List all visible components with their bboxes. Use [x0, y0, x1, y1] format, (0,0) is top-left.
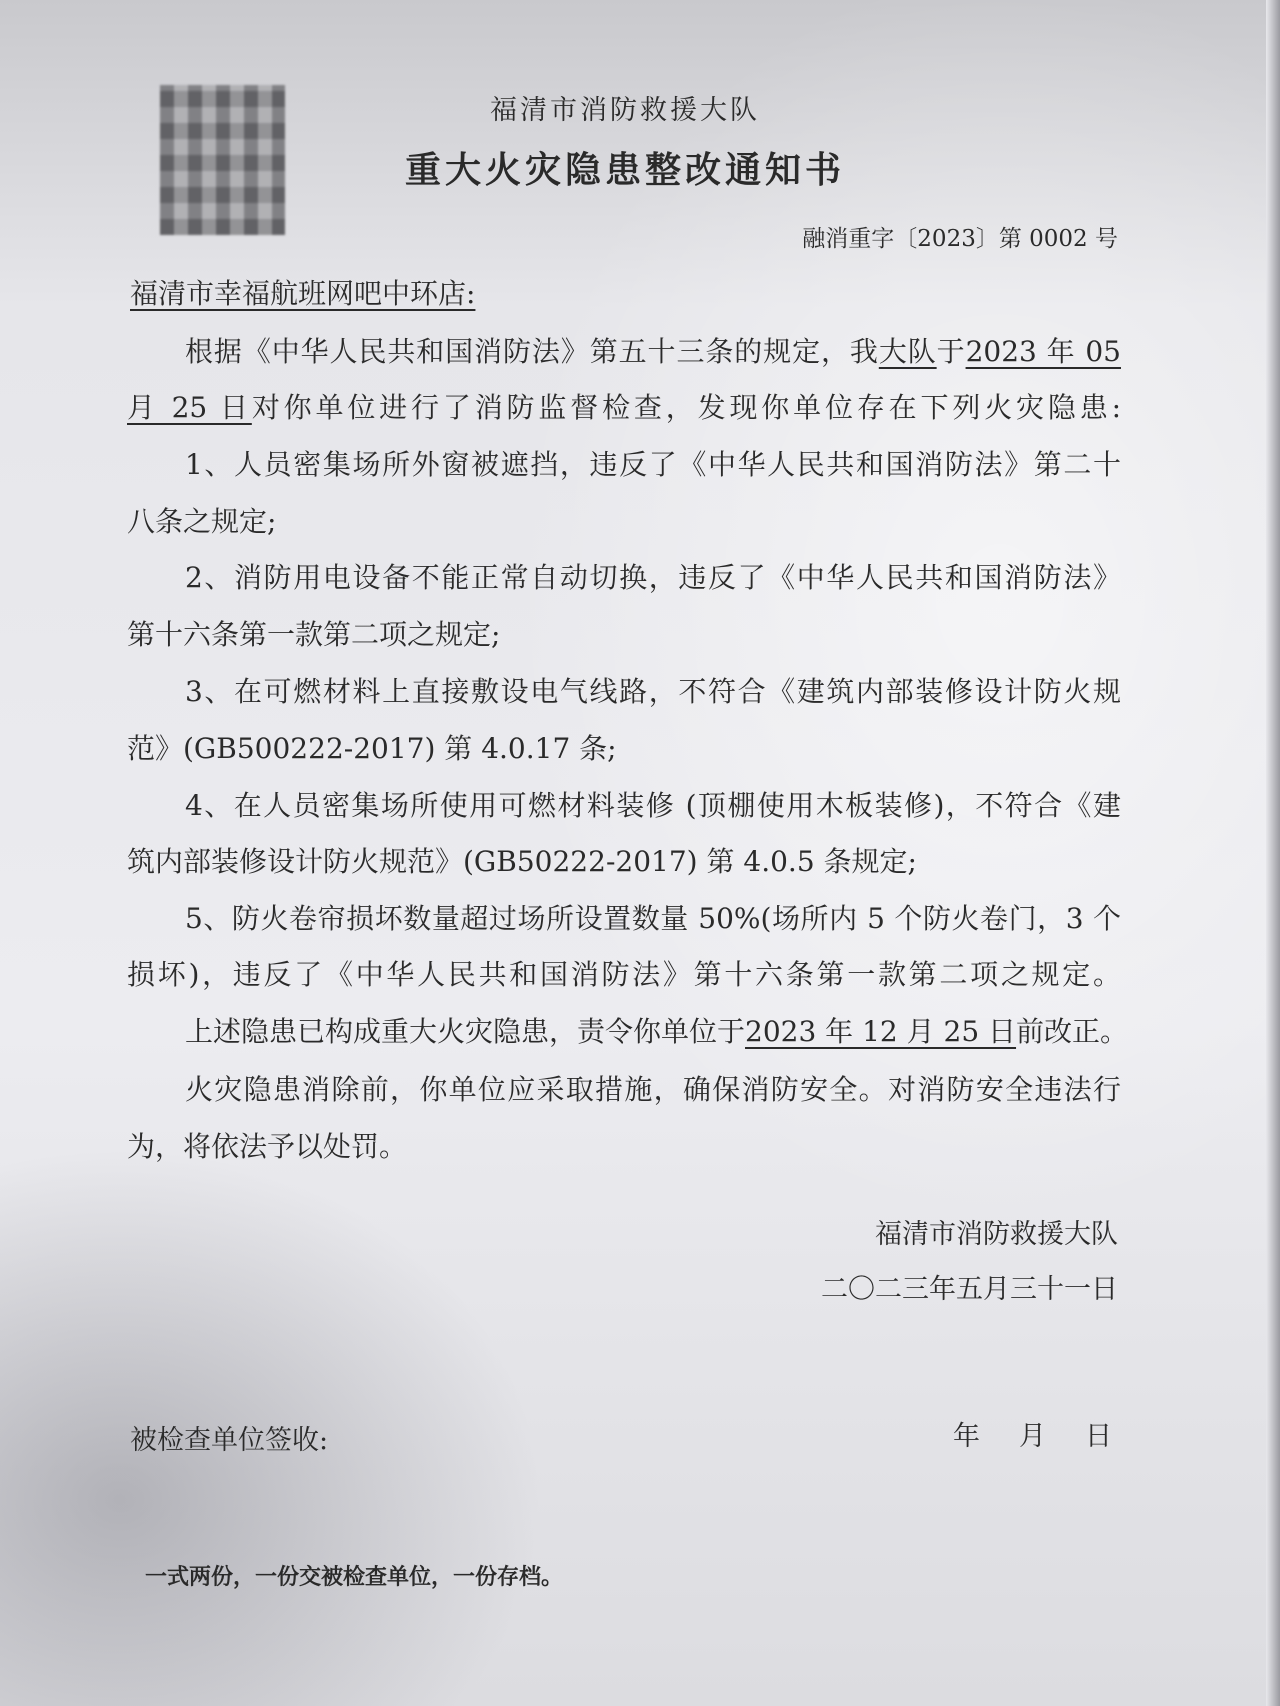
deadline-line — [185, 1010, 1129, 1050]
text: 上述隐患已构成重大火灾隐患，责令你单位于 — [185, 1015, 746, 1048]
addressee — [130, 272, 475, 312]
text: 大队 — [878, 335, 937, 368]
signature-date: 二〇二三年五月三十一日 — [821, 1274, 1118, 1305]
text: 于 — [936, 335, 966, 368]
item-1-cont: 八条之规定; — [127, 505, 277, 538]
document-number: 融消重字〔2023〕第 0002 号 — [802, 226, 1118, 252]
deadline-date: 2023 年 12 月 25 日 — [745, 1015, 1017, 1048]
inspection-date: 2023 年 05 — [965, 335, 1121, 368]
page-edge — [1266, 0, 1280, 1706]
body-line — [185, 330, 1121, 370]
item-3: 3、在可燃材料上直接敷设电气线路，不符合《建筑内部装修设计防火规 — [185, 675, 1121, 708]
item-5: 5、防火卷帘损坏数量超过场所设置数量 50%(场所内 5 个防火卷门，3 个 — [185, 902, 1121, 935]
receipt-date: 年 月 日 — [953, 1421, 1118, 1452]
warning-cont: 为，将依法予以处罚。 — [127, 1130, 408, 1163]
item-2: 2、消防用电设备不能正常自动切换，违反了《中华人民共和国消防法》 — [185, 561, 1121, 594]
signature-org: 福清市消防救援大队 — [875, 1219, 1118, 1250]
text: 对你单位进行了消防监督检查，发现你单位存在下列火灾隐患: — [251, 391, 1122, 424]
document-title: 重大火灾隐患整改通知书 — [404, 150, 845, 191]
item-1: 1、人员密集场所外窗被遮挡，违反了《中华人民共和国消防法》第二十 — [185, 448, 1121, 481]
item-4: 4、在人员密集场所使用可燃材料装修 (顶棚使用木板装修)，不符合《建 — [185, 789, 1121, 822]
inspection-date: 月 25 日 — [127, 391, 252, 424]
item-3-cont: 范》(GB500222-2017) 第 4.0.17 条; — [127, 732, 617, 765]
body-line — [127, 386, 1121, 426]
footer-note: 一式两份，一份交被检查单位，一份存档。 — [145, 1564, 564, 1590]
receipt-label: 被检查单位签收: — [130, 1425, 329, 1456]
item-2-cont: 第十六条第一款第二项之规定; — [127, 618, 501, 651]
text: 前改正。 — [1016, 1015, 1129, 1048]
item-4-cont: 筑内部装修设计防火规范》(GB50222-2017) 第 4.0.5 条规定; — [127, 845, 917, 878]
text: 根据《中华人民共和国消防法》第五十三条的规定，我 — [185, 335, 879, 368]
issuing-org: 福清市消防救援大队 — [490, 95, 760, 126]
item-5-cont: 损坏)，违反了《中华人民共和国消防法》第十六条第一款第二项之规定。 — [127, 958, 1121, 991]
warning-line: 火灾隐患消除前，你单位应采取措施，确保消防安全。对消防安全违法行 — [185, 1073, 1121, 1106]
addressee-name: 福清市幸福航班网吧中环店: — [130, 277, 476, 310]
